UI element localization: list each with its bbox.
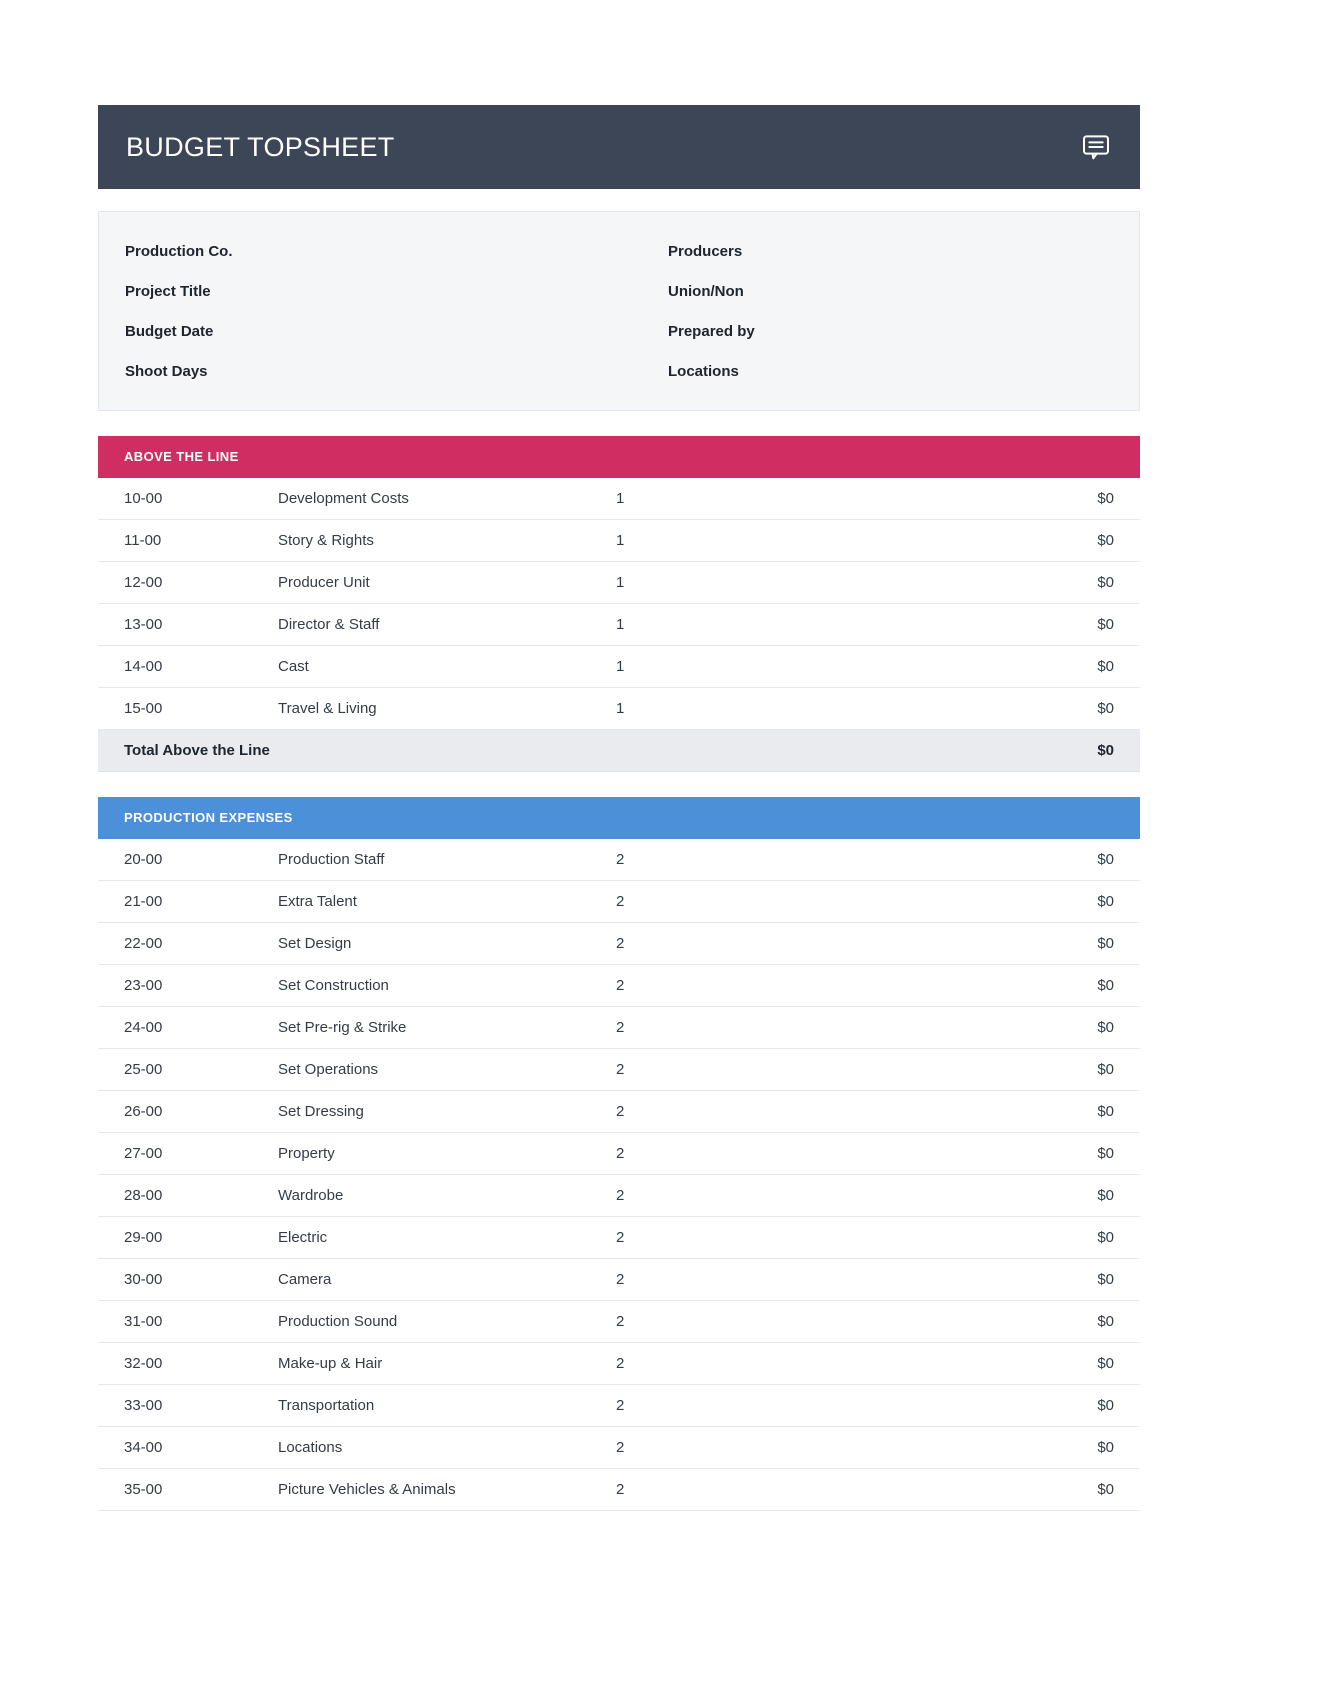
budget-row[interactable]	[98, 562, 1140, 604]
page-cell: 1	[616, 700, 625, 717]
account-cell: 27-00	[124, 1145, 163, 1162]
budget-row[interactable]	[98, 1259, 1140, 1301]
amount-cell: $0	[1097, 1187, 1114, 1204]
info-label: Budget Date	[125, 323, 214, 340]
description-cell: Director & Staff	[278, 616, 380, 633]
description-cell: Travel & Living	[278, 700, 377, 717]
info-label: Production Co.	[125, 243, 233, 260]
amount-cell: $0	[1097, 893, 1114, 910]
info-field-producers[interactable]	[668, 232, 1113, 272]
page-cell: 2	[616, 893, 625, 910]
account-cell: 29-00	[124, 1229, 163, 1246]
page-cell: 2	[616, 1355, 625, 1372]
account-cell: 10-00	[124, 490, 163, 507]
page-cell: 2	[616, 1187, 625, 1204]
account-cell: 33-00	[124, 1397, 163, 1414]
budget-row[interactable]	[98, 839, 1140, 881]
account-cell: 25-00	[124, 1061, 163, 1078]
budget-row[interactable]	[98, 1091, 1140, 1133]
page-cell: 2	[616, 1397, 625, 1414]
amount-cell: $0	[1097, 1355, 1114, 1372]
amount-cell: $0	[1097, 1481, 1114, 1498]
account-cell: 11-00	[124, 532, 162, 549]
budget-row[interactable]	[98, 646, 1140, 688]
budget-row[interactable]	[98, 1469, 1140, 1511]
account-cell: 24-00	[124, 1019, 163, 1036]
info-field-locations[interactable]	[668, 352, 1113, 392]
amount-cell: $0	[1097, 977, 1114, 994]
amount-cell: $0	[1097, 1313, 1114, 1330]
account-cell: 35-00	[124, 1481, 163, 1498]
page-cell: 2	[616, 1481, 625, 1498]
page-cell: 2	[616, 1271, 625, 1288]
description-cell: Extra Talent	[278, 893, 357, 910]
description-cell: Cast	[278, 658, 309, 675]
page-cell: 2	[616, 1313, 625, 1330]
info-column-right	[668, 232, 1113, 392]
amount-cell: $0	[1097, 851, 1114, 868]
info-field-shoot-days[interactable]	[125, 352, 668, 392]
page-cell: 2	[616, 977, 625, 994]
section-header: PRODUCTION EXPENSES	[98, 797, 1140, 839]
description-cell: Set Operations	[278, 1061, 379, 1078]
description-cell: Transportation	[278, 1397, 375, 1414]
budget-row[interactable]	[98, 965, 1140, 1007]
description-cell: Electric	[278, 1229, 328, 1246]
total-label: Total Above the Line	[124, 742, 270, 759]
budget-row[interactable]	[98, 1049, 1140, 1091]
info-label: Shoot Days	[125, 363, 208, 380]
description-cell: Development Costs	[278, 490, 409, 507]
account-cell: 15-00	[124, 700, 163, 717]
budget-row[interactable]	[98, 1175, 1140, 1217]
account-cell: 13-00	[124, 616, 163, 633]
budget-row[interactable]	[98, 520, 1140, 562]
amount-cell: $0	[1097, 616, 1114, 633]
account-cell: 20-00	[124, 851, 163, 868]
budget-section	[98, 797, 1140, 1511]
info-field-production-co[interactable]	[125, 232, 668, 272]
budget-row[interactable]	[98, 923, 1140, 965]
page-cell: 2	[616, 1019, 625, 1036]
description-cell: Locations	[278, 1439, 343, 1456]
section-total-row	[98, 730, 1140, 772]
section-header: ABOVE THE LINE	[98, 436, 1140, 478]
description-cell: Set Construction	[278, 977, 389, 994]
budget-section	[98, 436, 1140, 772]
amount-cell: $0	[1097, 1103, 1114, 1120]
budget-row[interactable]	[98, 1007, 1140, 1049]
account-cell: 23-00	[124, 977, 163, 994]
account-cell: 34-00	[124, 1439, 163, 1456]
page-cell: 1	[616, 574, 625, 591]
budget-row[interactable]	[98, 604, 1140, 646]
description-cell: Property	[278, 1145, 335, 1162]
description-cell: Picture Vehicles & Animals	[278, 1481, 456, 1498]
description-cell: Set Pre-rig & Strike	[278, 1019, 407, 1036]
amount-cell: $0	[1097, 1271, 1114, 1288]
page-cell: 2	[616, 851, 625, 868]
info-label: Locations	[668, 363, 739, 380]
total-amount: $0	[1097, 742, 1114, 759]
page-cell: 2	[616, 1229, 625, 1246]
budget-sections	[98, 436, 1140, 1511]
page-cell: 2	[616, 1439, 625, 1456]
page-header	[98, 105, 1140, 189]
budget-row[interactable]	[98, 1133, 1140, 1175]
account-cell: 31-00	[124, 1313, 163, 1330]
amount-cell: $0	[1097, 1019, 1114, 1036]
page-cell: 1	[616, 490, 625, 507]
info-field-project-title[interactable]	[125, 272, 668, 312]
account-cell: 22-00	[124, 935, 163, 952]
budget-row[interactable]	[98, 1427, 1140, 1469]
account-cell: 14-00	[124, 658, 163, 675]
info-label: Producers	[668, 243, 743, 260]
amount-cell: $0	[1097, 935, 1114, 952]
budget-row[interactable]	[98, 478, 1140, 520]
account-cell: 28-00	[124, 1187, 163, 1204]
account-cell: 32-00	[124, 1355, 163, 1372]
budget-row[interactable]	[98, 688, 1140, 730]
budget-row[interactable]	[98, 1217, 1140, 1259]
account-cell: 26-00	[124, 1103, 163, 1120]
page-cell: 2	[616, 1061, 625, 1078]
page-cell: 2	[616, 1145, 625, 1162]
budget-row[interactable]	[98, 1301, 1140, 1343]
budget-row[interactable]	[98, 1343, 1140, 1385]
budget-row[interactable]	[98, 1385, 1140, 1427]
description-cell: Story & Rights	[278, 532, 374, 549]
page-cell: 2	[616, 1103, 625, 1120]
page-cell: 1	[616, 532, 625, 549]
description-cell: Production Sound	[278, 1313, 398, 1330]
info-box	[98, 211, 1140, 411]
page-cell: 1	[616, 616, 625, 633]
description-cell: Make-up & Hair	[278, 1355, 383, 1372]
amount-cell: $0	[1097, 1229, 1114, 1246]
amount-cell: $0	[1097, 1061, 1114, 1078]
amount-cell: $0	[1097, 1439, 1114, 1456]
info-label: Prepared by	[668, 323, 755, 340]
budget-row[interactable]	[98, 881, 1140, 923]
page-cell: 1	[616, 658, 625, 675]
amount-cell: $0	[1097, 490, 1114, 507]
page-cell: 2	[616, 935, 625, 952]
account-cell: 30-00	[124, 1271, 163, 1288]
amount-cell: $0	[1097, 1397, 1114, 1414]
account-cell: 21-00	[124, 893, 163, 910]
description-cell: Set Dressing	[278, 1103, 364, 1120]
amount-cell: $0	[1097, 532, 1114, 549]
amount-cell: $0	[1097, 1145, 1114, 1162]
info-label: Project Title	[125, 283, 211, 300]
amount-cell: $0	[1097, 658, 1114, 675]
info-field-prepared-by[interactable]	[668, 312, 1113, 352]
account-cell: 12-00	[124, 574, 163, 591]
page-title: BUDGET TOPSHEET	[126, 131, 395, 162]
amount-cell: $0	[1097, 700, 1114, 717]
info-field-union-non[interactable]	[668, 272, 1113, 312]
description-cell: Production Staff	[278, 851, 385, 868]
comment-icon[interactable]	[1080, 131, 1112, 163]
info-field-budget-date[interactable]	[125, 312, 668, 352]
description-cell: Set Design	[278, 935, 352, 952]
info-label: Union/Non	[668, 283, 744, 300]
description-cell: Producer Unit	[278, 574, 370, 591]
info-column-left	[125, 232, 668, 392]
amount-cell: $0	[1097, 574, 1114, 591]
description-cell: Wardrobe	[278, 1187, 344, 1204]
description-cell: Camera	[278, 1271, 332, 1288]
